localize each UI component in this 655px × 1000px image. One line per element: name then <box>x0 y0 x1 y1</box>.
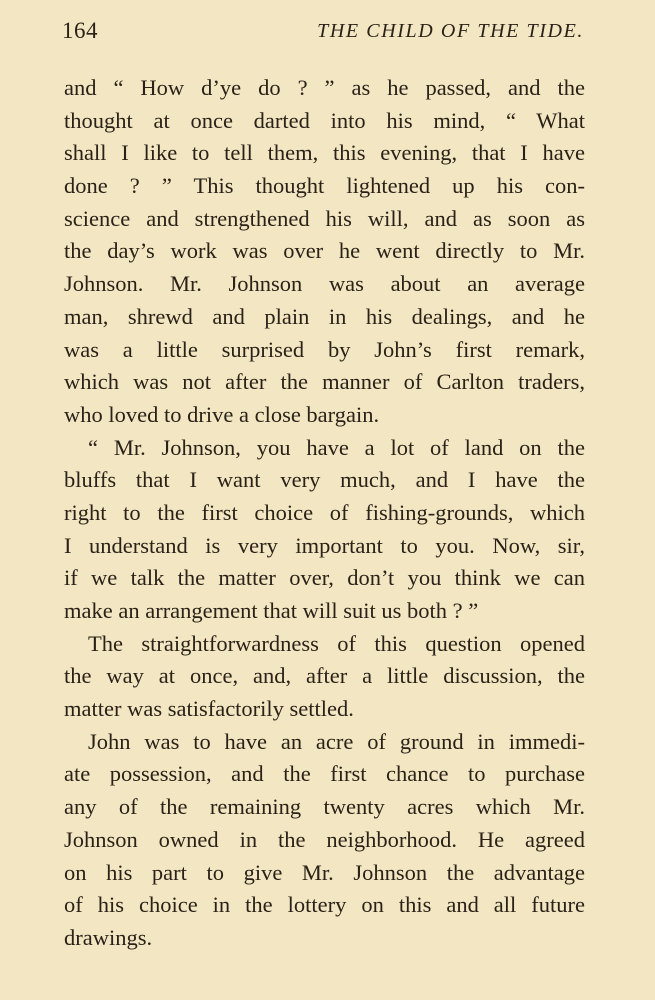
text-line: science and strengthened his will, and as soon as <box>64 205 585 231</box>
text-line: done ? ” This thought lightened up his con- <box>64 173 585 199</box>
page-number: 164 <box>62 18 98 43</box>
text-line: make an arrangement that will suit us both ? ” <box>64 598 479 623</box>
text-line: shall I like to tell them, this evening, that I have <box>64 140 585 166</box>
text-line: drawings. <box>64 924 153 950</box>
text-line: any of the remaining twenty acres which Mr. <box>64 794 585 820</box>
text-line: was a little surprised by John’s first remark, <box>64 336 585 362</box>
text-line: The straightforwardness of this question opened <box>88 630 585 656</box>
text-body <box>64 72 585 955</box>
text-line: Johnson owned in the neighborhood. He agreed <box>64 826 585 852</box>
paragraph <box>64 72 585 432</box>
text-line: if we talk the matter over, don’t you think we can <box>64 565 585 591</box>
text-line: bluffs that I want very much, and I have the <box>64 467 585 493</box>
text-line: “ Mr. Johnson, you have a lot of land on the <box>88 434 585 460</box>
text-line: John was to have an acre of ground in immedi- <box>88 728 585 754</box>
text-line: on his part to give Mr. Johnson the advantage <box>64 859 585 885</box>
text-line: and “ How d’ye do ? ” as he passed, and the <box>64 75 585 100</box>
text-line: right to the first choice of fishing-grounds, which <box>64 499 585 525</box>
text-line: Johnson. Mr. Johnson was about an average <box>64 271 585 297</box>
paragraph <box>64 726 585 955</box>
text-line: matter was satisfactorily settled. <box>64 696 354 722</box>
text-line: of his choice in the lottery on this and all future <box>64 892 585 918</box>
text-line: the day’s work was over he went directly to Mr. <box>64 238 585 264</box>
text-line: man, shrewd and plain in his dealings, and he <box>64 303 585 329</box>
text-line: which was not after the manner of Carlton traders, <box>64 369 585 395</box>
text-line: ate possession, and the first chance to purchase <box>64 761 585 787</box>
text-line: who loved to drive a close bargain. <box>64 401 380 427</box>
text-line: I understand is very important to you. Now, sir, <box>64 532 585 558</box>
paragraph <box>64 628 585 726</box>
text-line: thought at once darted into his mind, “ What <box>64 107 585 133</box>
running-title: THE CHILD OF THE TIDE. <box>317 20 584 42</box>
running-head <box>62 18 590 50</box>
paragraph <box>64 432 585 628</box>
text-line: the way at once, and, after a little discussion, the <box>64 663 585 689</box>
